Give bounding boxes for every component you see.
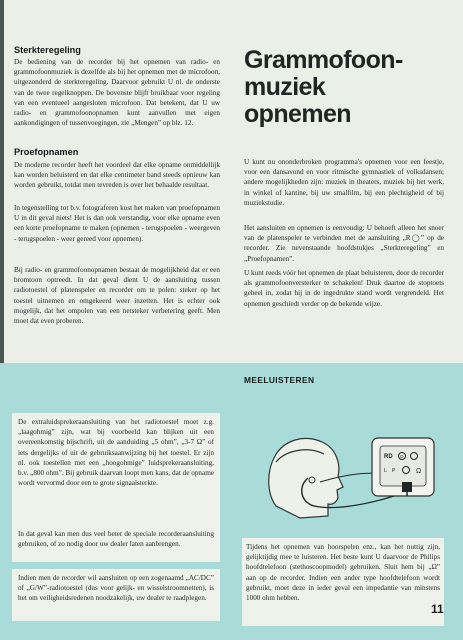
svg-text:O: O: [400, 454, 404, 459]
svg-text:P: P: [392, 468, 396, 474]
paragraph-proefopnamen-3: Bij radio- en grammofoonopnamen bestaat de mogelijkheid dat er een bromtoon optreedt. In dat geval dient U de aansluiting tussen radiotoestel of platenspeler en recorder om te polen: steker op het toestel uitnemen en omgekeerd weer inzetten. Het is echter ook mogelijk, dat het ompolen van een netsteker verbetering geeft. Men moet dat even proberen.: [14, 266, 220, 326]
title-line-2: muziek: [244, 73, 326, 101]
stethoscope-illustration: [242, 398, 444, 533]
paragraph-sterkteregeling: De bediening van de recorder bij het opnemen van radio- en grammofoonmuziek is dezelfde als bij het opnemen met de microfoon, uitgezonderd de sterkteregeling. Daarvoor gebruikt U nl. de onderste van de twee regelknoppen. De bovenste blijft bruikbaar voor regeling van een eventueel aangesloten microfoon. Dat betekent, dat U uw radio- en grammofoonopnamen kunt aanvullen met eigen aankondigingen of tussenvoegingen, zie „Mengen” op blz. 12.: [14, 58, 220, 128]
svg-text:L: L: [384, 468, 387, 474]
heading-proefopnamen: Proefopnamen: [14, 147, 79, 157]
paragraph-grammofoon-2: Het aansluiten en opnemen is eenvoudig: U behoeft alleen het snoer van de platenspeler te verbinden met de aansluiting „R◯” op de recorder. Zie nevenstaande hoofdstukjes „Sterkteregeling” en „Proefopnamen”.: [244, 224, 444, 263]
title-line-1: Grammofoon-: [244, 46, 403, 74]
paragraph-meeluisteren: Tijdens het opnemen van hoorspelen enz., kan het nuttig zijn, gelijktijdig mee te luisteren. Het beste kunt U daarvoor de Philips hoofdtelefoon (stethoscoopmodel) gebruiken. Sluit hem bij „Ω” aan op de recorder. Indien een ander type hoofdtelefoon wordt gebruikt, moet deze in ieder geval een impedantie van minstens 1000 ohm hebben.: [246, 543, 440, 603]
heading-sterkteregeling: Sterkteregeling: [14, 45, 81, 55]
paragraph-proefopnamen-2: In tegenstelling tot b.v. fotograferen kost het maken van proefopnamen U in dit geval niets! Het is dan ook verstandig, voor elke opname even een korte proefopname te maken (opnemen - terugspoelen - weergeven - terugspoelen - weer gereed voor opnemen).: [14, 204, 220, 243]
heading-meeluisteren: MEELUISTEREN: [244, 375, 315, 385]
paragraph-aansluiting-2: In dat geval kan men dus veel beter de speciale recorderaansluiting gebruiken, of zo nodig door uw dealer laten aanbrengen.: [18, 530, 214, 549]
title-line-3: opnemen: [244, 100, 351, 128]
paragraph-proefopnamen-1: De moderne recorder heeft het voordeel dat elke opname onmiddellijk kan worden beluisterd en dat elke centimeter band steeds opnieuw kan worden gebruikt, totdat men tevreden is over het behaalde resultaat.: [14, 161, 220, 190]
svg-text:RD: RD: [384, 454, 393, 460]
page-number: 11: [431, 602, 444, 616]
paragraph-grammofoon-1: U kunt nu ononderbroken programma's opnemen voor een feestje, voor een dansavond en voor ritmische gymnastiek of volksdansen; andere mogelijkheden zijn: muziek in theaters, muziek bij het werk, in winkel of kantine, bij uw smalfilm, bij een plechtigheid of bij muziekstudie.: [244, 158, 444, 207]
paragraph-grammofoon-3: U kunt reeds vóór het opnemen de plaat beluisteren, door de recorder als grammofoonversterker te schakelen! Druk daartoe de stoptoets geheel in, zodat hij in de ingedrukte stand wordt vergrendeld. Het opnemen geschiedt verder op de bekende wijze.: [244, 269, 444, 308]
paragraph-acdc: Indien men de recorder wil aansluiten op een zogenaamd „AC/DC” of „G/W”-radiotoestel (dus voor gelijk- en wisselstroomnetten), is het om veiligheidsredenen noodzakelijk, uw dealer te raadplegen.: [18, 574, 214, 603]
paragraph-aansluiting-1: De extraluidsprekeraansluiting van het radiotoestel moet z.g. „laagohmig” zijn, wat bij voorbeeld kan blijken uit een overeenkomstig bijschrift, uit de aanduiding „5 ohm”, „3-7 Ω” of iets dergelijks of uit de gebruiksaanwijzing bij het toestel. Er zijn nl. ook toestellen met een „hoogohmige” luidsprekeraansluiting, b.v. „800 ohm”. Bij gebruik daarvan loopt men kans, dat de opname wordt vervormd door een te grote signaalsterkte.: [18, 418, 214, 488]
svg-text:Ω: Ω: [416, 468, 422, 475]
